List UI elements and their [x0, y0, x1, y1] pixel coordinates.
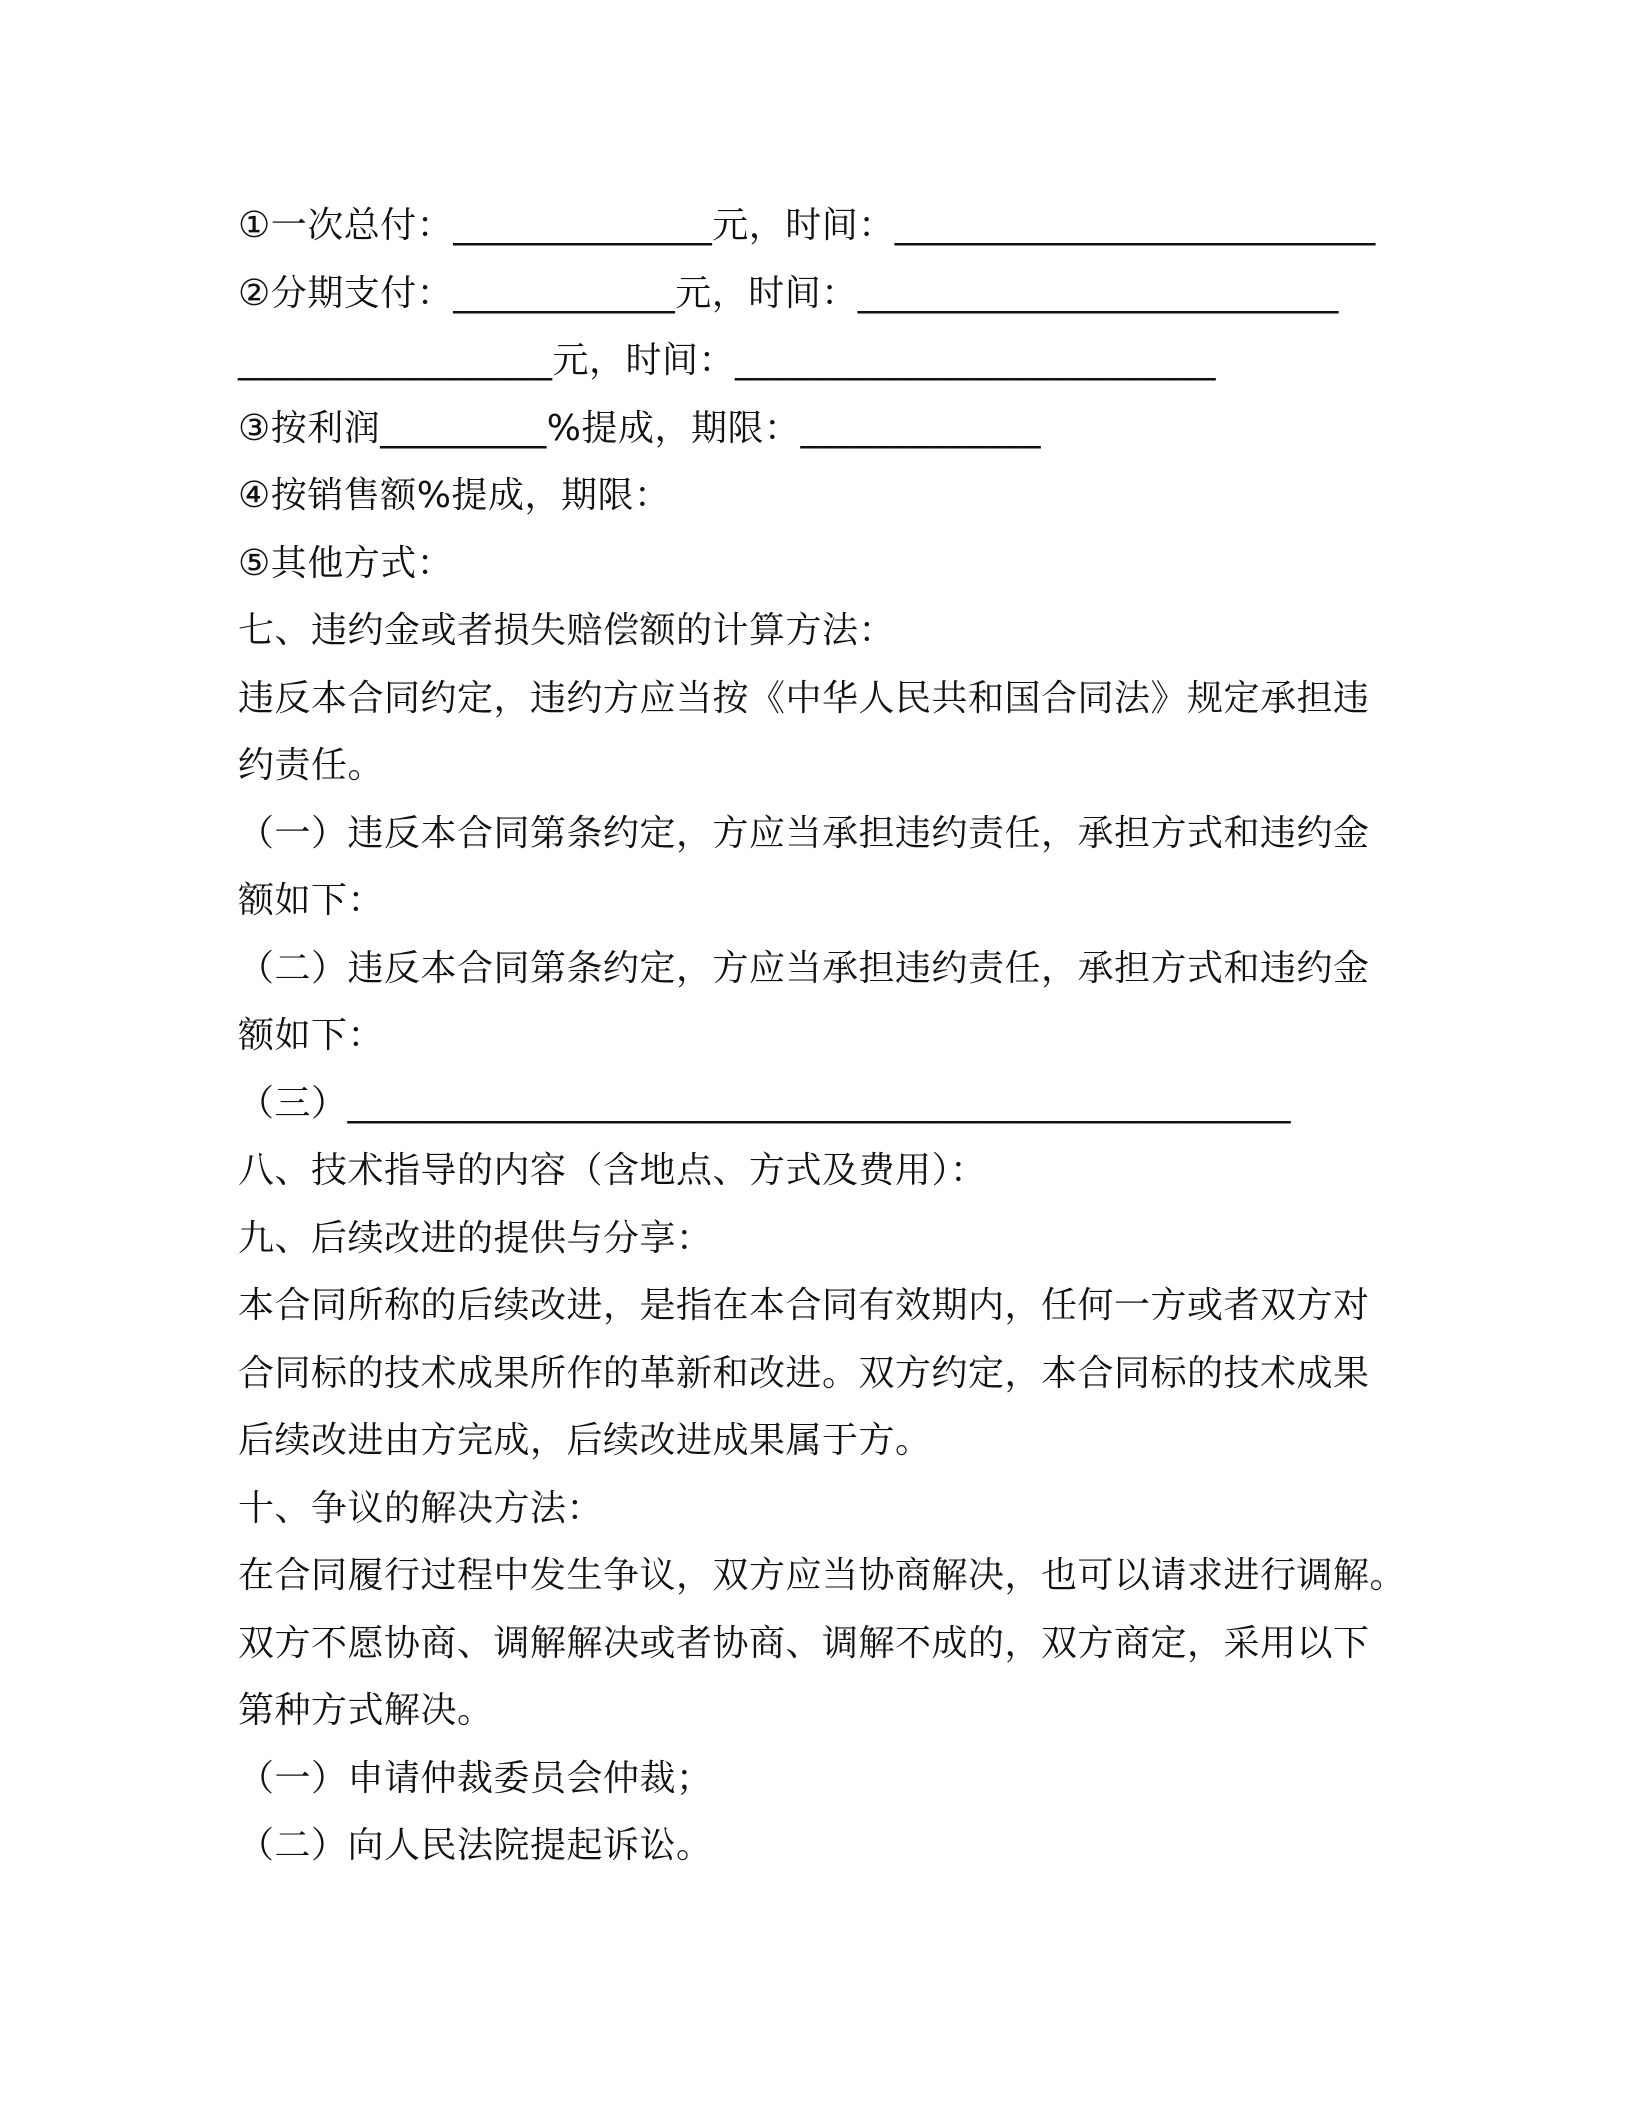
- section-7-paragraph: 违反本合同约定，违约方应当按《中华人民共和国合同法》规定承担违: [238, 677, 1370, 719]
- section-8-heading: 八、技术指导的内容（含地点、方式及费用）：: [238, 1150, 987, 1191]
- payment-installment-line-2: _________________元，时间：__________________________: [238, 340, 1217, 381]
- payment-other-line: ⑤其他方式：: [238, 542, 454, 584]
- section-7-item-1: （一）违反本合同第条约定，方应当承担违约责任，承担方式和违约金: [238, 812, 1370, 854]
- document-body: [238, 192, 1407, 1880]
- section-10-paragraph-end: 第种方式解决。: [238, 1690, 494, 1731]
- section-9-paragraph-end: 后续改进由方完成，后续改进成果属于方。: [238, 1420, 932, 1461]
- section-9-paragraph-cont: 合同标的技术成果所作的革新和改进。双方约定，本合同标的技术成果: [238, 1352, 1370, 1394]
- section-9-heading: 九、后续改进的提供与分享：: [238, 1217, 713, 1259]
- section-7-item-2-cont: 额如下：: [238, 1015, 385, 1056]
- section-7-item-1-cont: 额如下：: [238, 880, 385, 921]
- section-10-option-2: （二）向人民法院提起诉讼。: [238, 1825, 713, 1866]
- section-7-paragraph-cont: 约责任。: [238, 745, 385, 786]
- section-10-option-1: （一）申请仲裁委员会仲裁；: [238, 1757, 713, 1799]
- payment-lump-sum-line: ①一次总付：______________元，时间：__________________________: [238, 205, 1376, 246]
- section-7-item-3: （三）___________________________________________________: [238, 1082, 1291, 1124]
- payment-sales-share-line: ④按销售额%提成，期限：: [238, 475, 671, 516]
- section-10-heading: 十、争议的解决方法：: [238, 1487, 604, 1529]
- payment-profit-share-line: ③按利润_________%提成，期限：_____________: [238, 407, 1041, 449]
- section-10-paragraph-cont: 双方不愿协商、调解解决或者协商、调解不成的，双方商定，采用以下: [238, 1622, 1370, 1664]
- section-9-paragraph: 本合同所称的后续改进，是指在本合同有效期内，任何一方或者双方对: [238, 1285, 1370, 1326]
- section-10-paragraph: 在合同履行过程中发生争议，双方应当协商解决，也可以请求进行调解。: [238, 1555, 1407, 1596]
- section-7-heading: 七、违约金或者损失赔偿额的计算方法：: [238, 610, 896, 651]
- payment-installment-line: ②分期支付：____________元，时间：__________________________: [238, 272, 1339, 314]
- section-7-item-2: （二）违反本合同第条约定，方应当承担违约责任，承担方式和违约金: [238, 947, 1370, 989]
